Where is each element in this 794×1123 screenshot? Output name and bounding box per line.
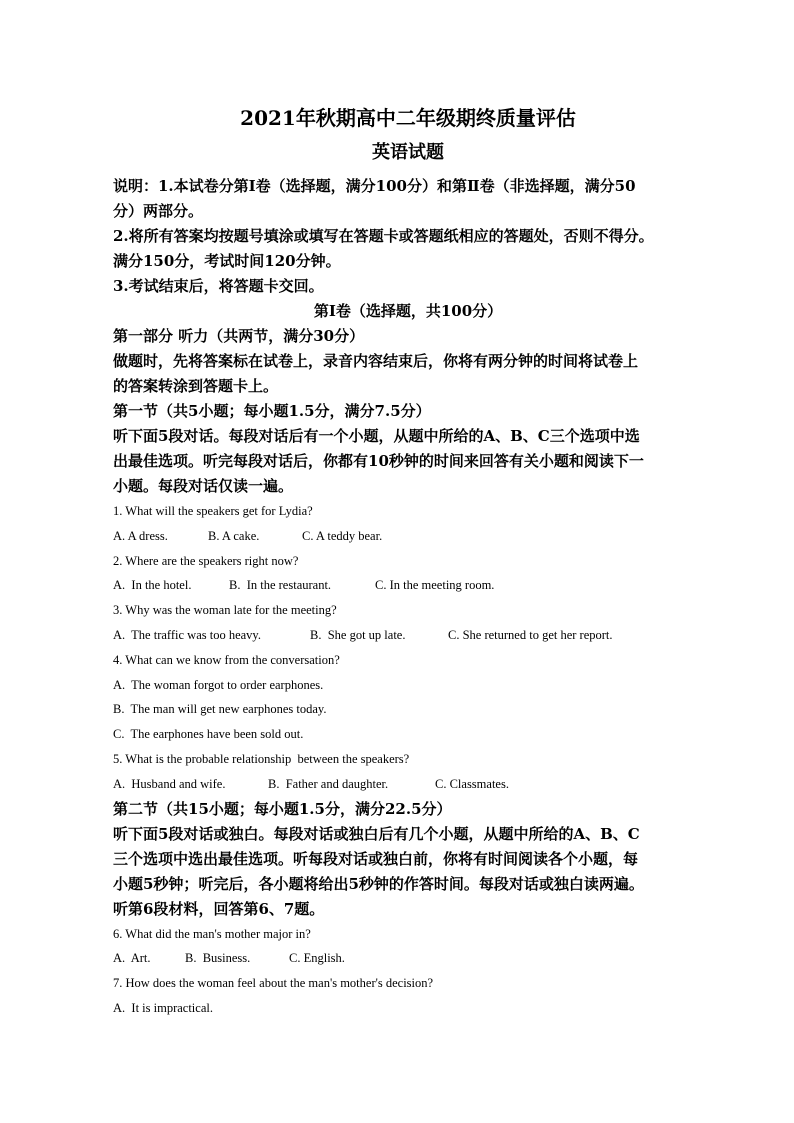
instruction-line: 说明：1.本试卷分第Ⅰ卷（选择题，满分100分）和第Ⅱ卷（非选择题，满分50 (113, 177, 636, 195)
option-b: B. Father and daughter. (268, 776, 389, 791)
section-intro-line: 听下面5段对话或独白。每段对话或独白后有几个小题，从题中所给的A、B、C (113, 824, 640, 843)
question-stem: 6. What did the man's mother major in? (113, 926, 311, 941)
option-c: C. English. (289, 951, 345, 966)
option-c: C. A teddy bear. (302, 528, 383, 543)
instructions (113, 174, 693, 299)
section-intro-line: 三个选项中选出最佳选项。听每段对话或独白前，你将有时间阅读各个小题，每 (113, 849, 639, 868)
instruction-line: 满分150分，考试时间120分钟。 (113, 252, 341, 270)
question-stem: 4. What can we know from the conversation? (113, 652, 340, 667)
option-a: A. Husband and wife. (113, 776, 226, 791)
section-intro-line: 出最佳选项。听完每段对话后，你都有10秒钟的时间来回答有关小题和阅读下一 (113, 452, 644, 470)
option-c: C. She returned to get her report. (448, 627, 613, 642)
section-intro-line: 小题。每段对话仅读一遍。 (113, 477, 294, 495)
question-options (113, 772, 693, 797)
question-stem: 5. What is the probable relationship between the speakers? (113, 751, 410, 766)
volume-heading: 第Ⅰ卷（选择题，共100分） (313, 302, 503, 320)
section-intro-line: 小题5秒钟；听完后，各小题将给出5秒钟的作答时间。每段对话或独白读两遍。 (113, 874, 644, 893)
option-a: A. In the hotel. (113, 578, 192, 593)
option-a: A. A dress. (113, 528, 168, 543)
instruction-line: 3.考试结束后，将答题卡交回。 (113, 277, 324, 295)
option-a: A. The traffic was too heavy. (113, 627, 261, 642)
question-stem: 7. How does the woman feel about the man's mother's decision? (113, 976, 434, 991)
section-heading: 第一节（共5小题；每小题1.5分，满分7.5分） (113, 402, 431, 420)
option-c: C. Classmates. (435, 776, 509, 791)
exam-subject: 英语试题 (372, 142, 444, 163)
section-intro-line: 听下面5段对话。每段对话后有一个小题，从题中所给的A、B、C三个选项中选 (113, 427, 640, 445)
option-a: A. It is impractical. (113, 1000, 213, 1015)
question-options (113, 623, 693, 648)
option-b: B. In the restaurant. (229, 578, 332, 593)
option-b: B. Business. (185, 951, 251, 966)
part-intro-line: 做题时，先将答案标在试卷上，录音内容结束后，你将有两分钟的时间将试卷上 (113, 352, 639, 370)
question-stem: 2. Where are the speakers right now? (113, 553, 299, 568)
question-options (113, 573, 693, 598)
option-c: C. The earphones have been sold out. (113, 727, 304, 742)
exam-page (113, 100, 693, 1021)
option-a: A. The woman forgot to order earphones. (113, 677, 324, 692)
part-heading: 第一部分 听力（共两节，满分30分） (113, 327, 365, 345)
question-options (113, 946, 693, 971)
question-stem: 3. Why was the woman late for the meeting? (113, 603, 337, 618)
instruction-line: 分）两部分。 (113, 202, 204, 220)
section-intro-line: 听第6段材料，回答第6、7题。 (113, 899, 325, 918)
option-a: A. Art. (113, 951, 151, 966)
option-c: C. In the meeting room. (375, 578, 495, 593)
exam-title: 2021年秋期高中二年级期终质量评估 (240, 106, 576, 130)
question-options (113, 524, 693, 549)
instruction-line: 2.将所有答案均按题号填涂或填写在答题卡或答题纸相应的答题处，否则不得分。 (113, 227, 654, 245)
question-stem: 1. What will the speakers get for Lydia? (113, 504, 313, 518)
part-intro-line: 的答案转涂到答题卡上。 (113, 377, 279, 395)
section-heading: 第二节（共15小题；每小题1.5分，满分22.5分） (113, 799, 452, 818)
option-b: B. A cake. (208, 528, 260, 543)
option-b: B. She got up late. (310, 627, 406, 642)
option-b: B. The man will get new earphones today. (113, 702, 327, 717)
